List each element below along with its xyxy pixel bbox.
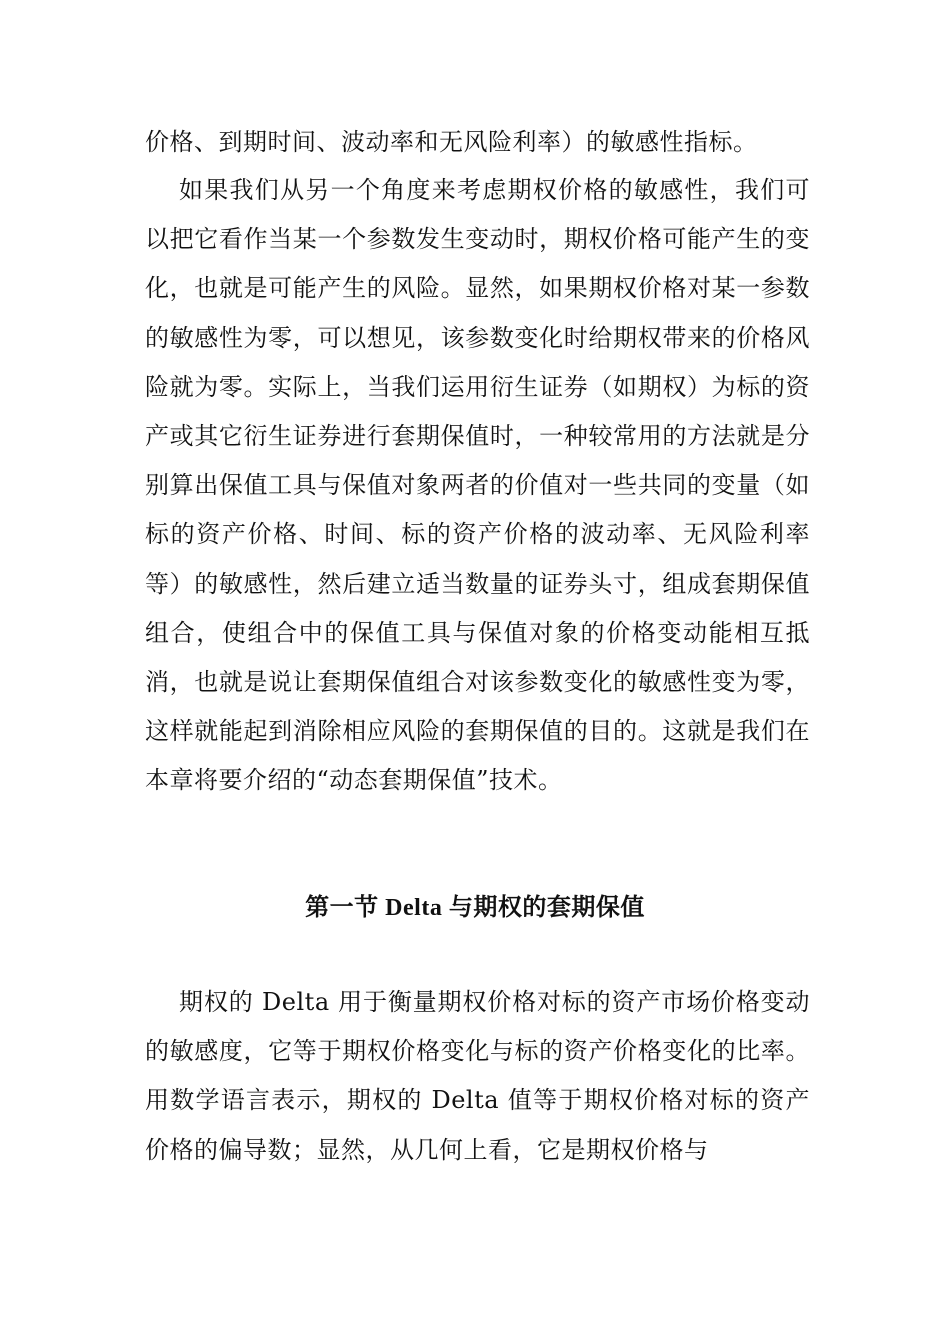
section-heading: 第一节 Delta 与期权的套期保值	[305, 895, 645, 921]
continuation-text: 价格、到期时间、波动率和无风险利率）的敏感性指标。	[145, 128, 758, 156]
body-paragraph-delta-definition: 期权的 Delta 用于衡量期权价格对标的资产市场价格变动的敏感度，它等于期权价格变化与标的资产价格变化的比率。用数学语言表示，期权的 Delta 值等于期权价格对标的资产价格的偏导数；显然，从几何上看，它是期权价格与	[145, 988, 810, 1164]
body-paragraph-hedging-sensitivity: 如果我们从另一个角度来考虑期权价格的敏感性，我们可以把它看作当某一个参数发生变动时，期权价格可能产生的变化，也就是可能产生的风险。显然，如果期权价格对某一参数的敏感性为零，可以想见，该参数变化时给期权带来的价格风险就为零。实际上，当我们运用衍生证券（如期权）为标的资产或其它衍生证券进行套期保值时，一种较常用的方法就是分别算出保值工具与保值对象两者的价值对一些共同的变量（如标的资产价格、时间、标的资产价格的波动率、无风险利率等）的敏感性，然后建立适当数量的证券头寸，组成套期保值组合，使组合中的保值工具与保值对象的价格变动能相互抵消，也就是说让套期保值组合对该参数变化的敏感性变为零，这样就能起到消除相应风险的套期保值的目的。这就是我们在本章将要介绍的“动态套期保值”技术。	[145, 176, 810, 795]
